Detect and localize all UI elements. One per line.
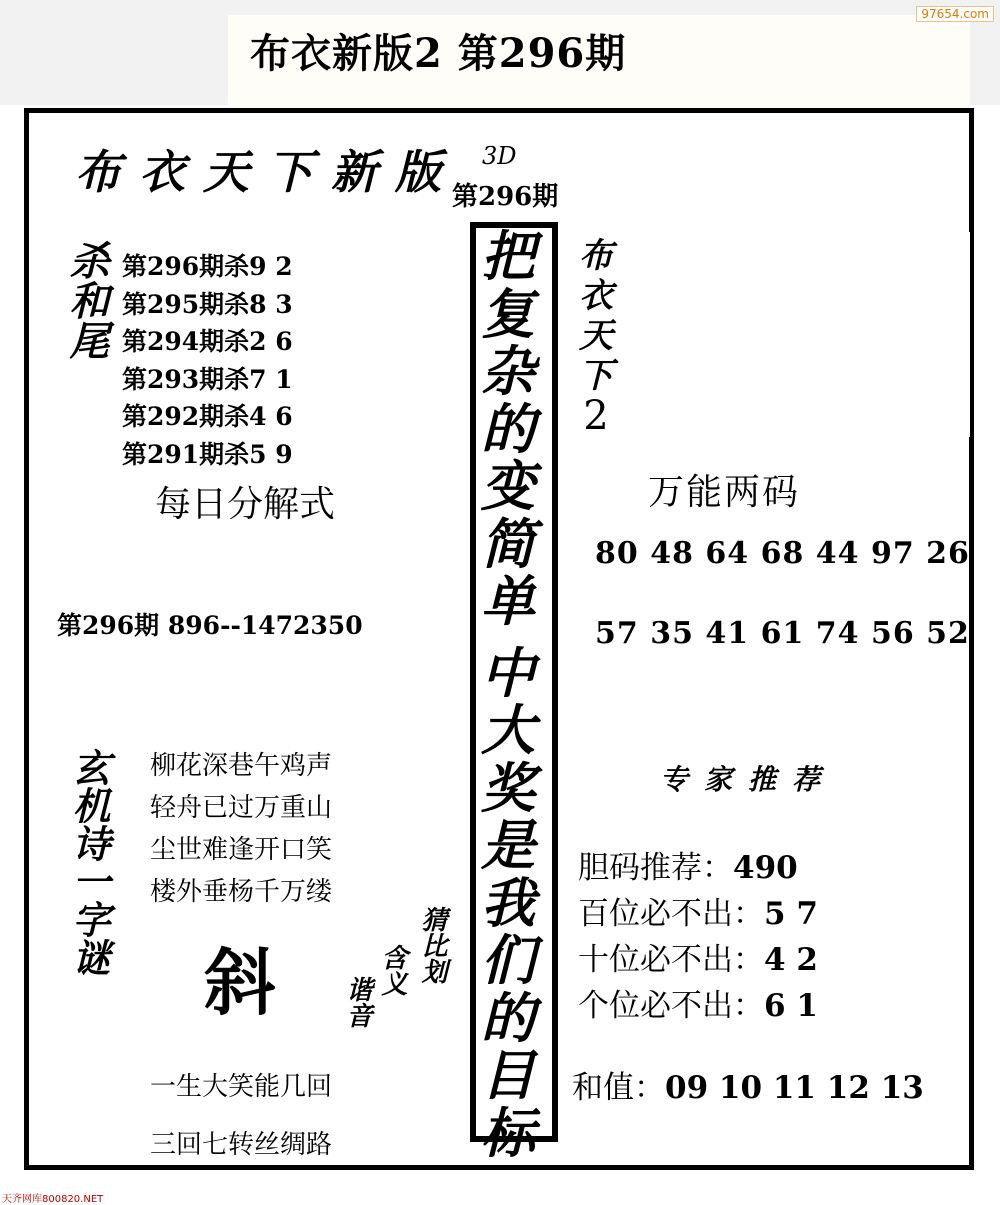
page-title: 布衣新版2 第296期 (250, 30, 627, 77)
tens-value: 4 2 (764, 942, 818, 978)
hundreds-row (578, 888, 818, 933)
poem-line: 楼外垂杨千万缕 (150, 877, 333, 907)
slogan-char: 大 (481, 698, 535, 762)
riddle-character: 斜 (204, 940, 277, 1025)
dan-code-row (578, 842, 798, 887)
kill-tail-row: 第292期杀4 6 (122, 402, 293, 431)
poem-tail (150, 1058, 332, 1174)
hint-meaning: 含义 (377, 944, 407, 996)
slogan-char: 我 (481, 870, 535, 935)
poem-tail-line: 三回七转丝绸路 (150, 1130, 333, 1160)
side-brand-char: 布 (579, 236, 613, 276)
two-codes-title: 万能两码 (648, 472, 801, 513)
slogan-char: 的 (481, 985, 535, 1050)
decomposition-line: 第296期 896--1472350 (57, 611, 363, 640)
slogan-text (476, 224, 540, 1165)
brand-3d-tag: 3D (482, 142, 517, 170)
two-codes-line-2: 57 35 41 61 74 56 52 (595, 616, 970, 651)
slogan-char: 杂 (481, 339, 535, 403)
footer-link[interactable]: 天齐网库800820.NET (2, 1194, 104, 1205)
sum-label: 和值： (572, 1070, 665, 1106)
slogan-char: 目 (481, 1043, 535, 1107)
poem-line: 柳花深巷午鸡声 (150, 751, 333, 781)
side-panel-blank (620, 232, 970, 437)
sum-row (572, 1062, 924, 1107)
slogan-char: 变 (481, 454, 535, 518)
slogan-char: 复 (481, 281, 535, 346)
side-brand-char: 天 (579, 316, 613, 356)
hundreds-value: 5 7 (764, 896, 818, 932)
side-brand-char: 下 (579, 356, 613, 396)
expert-title: 专家推荐 (660, 763, 837, 796)
decomposition-title: 每日分解式 (155, 484, 336, 525)
slogan-char: 简 (481, 511, 535, 576)
slogan-char: 们 (481, 928, 535, 992)
hint-homophone: 谐音 (342, 976, 372, 1028)
units-value: 6 1 (764, 988, 818, 1024)
slogan-char: 奖 (481, 755, 535, 820)
kill-tail-row: 第293期杀7 1 (122, 364, 293, 394)
slogan-char: 的 (481, 396, 535, 461)
slogan-char: 中 (481, 640, 535, 705)
kill-tail-row: 第296期杀9 2 (122, 252, 293, 281)
slogan-char: 单 (481, 569, 535, 633)
poem-tail-line: 一生大笑能几回 (150, 1072, 333, 1102)
tens-row (578, 934, 818, 979)
brand-title: 布衣天下新版 (75, 145, 459, 199)
tens-label: 十位必不出： (578, 942, 764, 978)
site-watermark-link[interactable]: 97654.com (916, 6, 994, 22)
dan-code-value: 490 (733, 850, 798, 886)
two-codes-line-1: 80 48 64 68 44 97 26 (595, 536, 970, 571)
kill-tail-row: 第294期杀2 6 (122, 327, 293, 356)
slogan-char: 标 (481, 1100, 535, 1165)
dan-code-label: 胆码推荐： (578, 850, 733, 886)
hundreds-label: 百位必不出： (578, 896, 764, 932)
slogan-char: 是 (481, 813, 535, 877)
sum-value: 09 10 11 12 13 (665, 1070, 924, 1106)
poem-lines (150, 745, 332, 913)
side-brand (566, 236, 626, 439)
poem-label: 玄机诗一字谜 (66, 748, 111, 976)
kill-tail-list (122, 248, 293, 473)
brand-issue: 第296期 (452, 182, 559, 212)
hint-stroke: 猜比划 (417, 906, 447, 984)
slogan-char: 把 (481, 224, 535, 288)
units-label: 个位必不出： (578, 988, 764, 1024)
kill-tail-row: 第295期杀8 3 (122, 289, 293, 319)
units-row (578, 980, 818, 1025)
kill-tail-row: 第291期杀5 9 (122, 439, 293, 469)
poem-line: 轻舟已过万重山 (150, 793, 333, 823)
side-brand-number: 2 (583, 393, 609, 439)
side-brand-char: 衣 (579, 276, 613, 316)
kill-tail-label: 杀和尾 (63, 240, 110, 360)
poem-line: 尘世难逢开口笑 (150, 835, 333, 865)
